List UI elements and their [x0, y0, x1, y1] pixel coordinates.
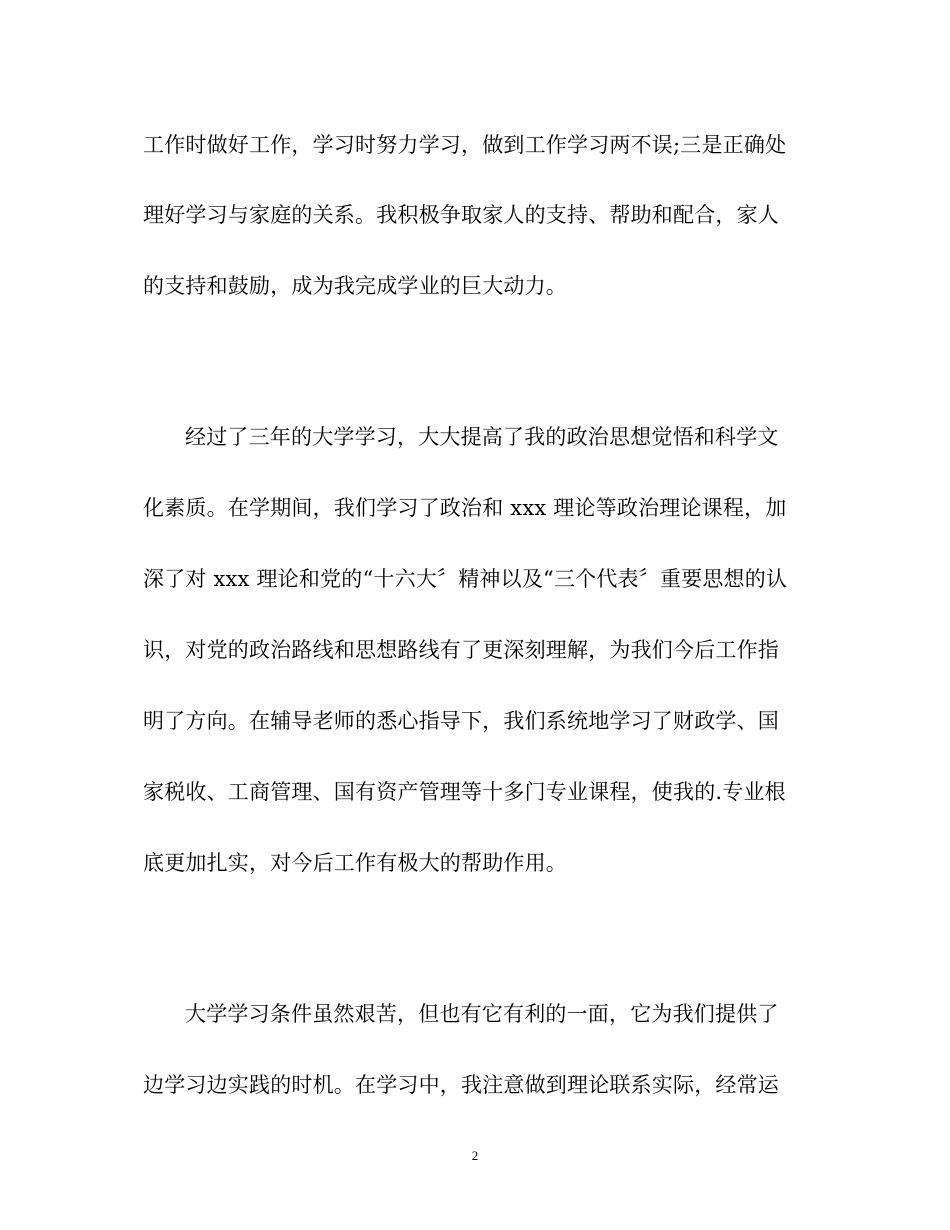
paragraph-1-line-3: 的支持和鼓励，成为我完成学业的巨大动力。 [143, 274, 567, 298]
paragraph-2-line-1: 经过了三年的大学学习，大大提高了我的政治思想觉悟和科学文 [185, 425, 779, 449]
paragraph-2-line-7: 底更加扎实，对今后工作有极大的帮助作用。 [143, 851, 567, 875]
paragraph-2-line-3: 深了对 xxx 理论和党的“十六大〞精神以及“三个代表〞重要思想的认 [143, 567, 788, 591]
paragraph-1-line-2: 理好学习与家庭的关系。我积极争取家人的支持、帮助和配合，家人 [143, 203, 779, 227]
paragraph-1-line-1: 工作时做好工作，学习时努力学习，做到工作学习两不误;三是正确处 [143, 133, 787, 157]
paragraph-3-line-1: 大学学习条件虽然艰苦，但也有它有利的一面，它为我们提供了 [185, 1002, 779, 1026]
paragraph-2-line-5: 明了方向。在辅导老师的悉心指导下，我们系统地学习了财政学、国 [143, 709, 779, 733]
paragraph-2-line-6: 家税收、工商管理、国有资产管理等十多门专业课程，使我的.专业根 [143, 780, 786, 804]
paragraph-3-line-2: 边学习边实践的时机。在学习中，我注意做到理论联系实际，经常运 [143, 1073, 779, 1097]
page-number: 2 [471, 1148, 479, 1163]
paragraph-2-line-2: 化素质。在学期间，我们学习了政治和 xxx 理论等政治理论课程，加 [143, 496, 787, 520]
paragraph-2-line-4: 识，对党的政治路线和思想路线有了更深刻理解，为我们今后工作指 [143, 638, 779, 662]
